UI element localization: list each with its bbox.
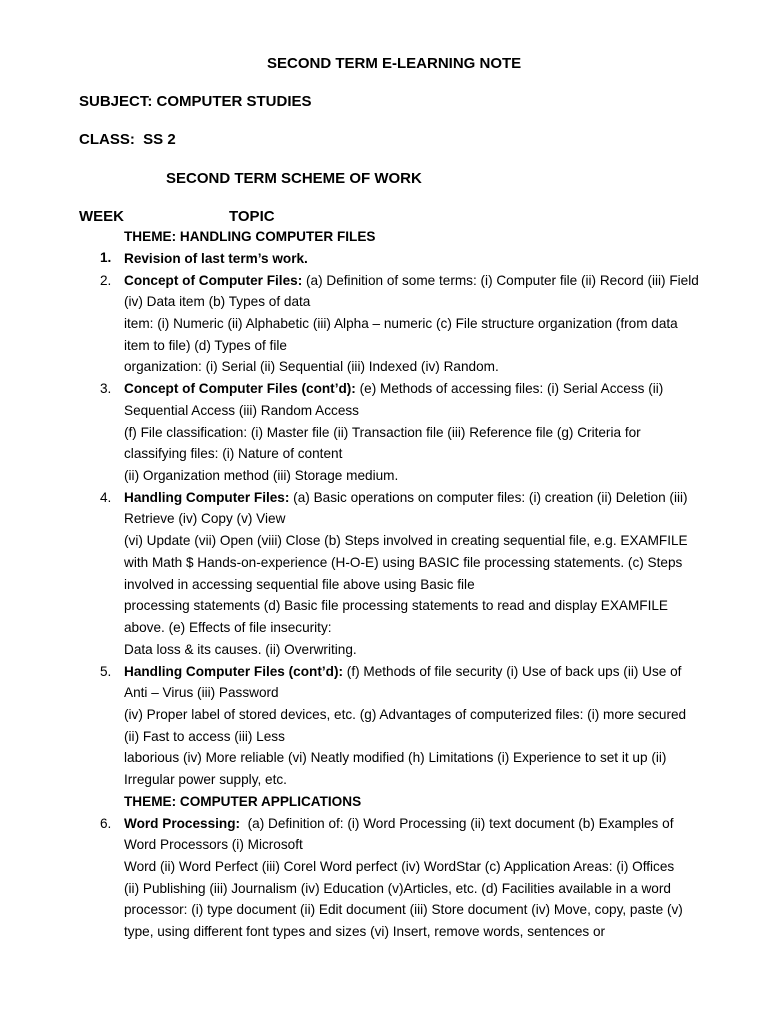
week-topic-lead: Handling Computer Files: (124, 490, 290, 505)
week-topic-lead: Handling Computer Files (cont’d): (124, 664, 344, 679)
week-topic-lead: Word Processing: (124, 816, 241, 831)
week-topic-line: (ii) Organization method (iii) Storage medium. (124, 468, 399, 483)
week-topic-text: (a) Definition of: (i) Word Processing (ii) text document (b) Examples of (240, 816, 674, 831)
theme-heading-files: THEME: HANDLING COMPUTER FILES (124, 229, 376, 244)
week-topic-text: (a) Basic operations on computer files: (i) creation (ii) Deletion (iii) (289, 490, 688, 505)
document-title: SECOND TERM E-LEARNING NOTE (267, 55, 522, 72)
theme-heading-applications: THEME: COMPUTER APPLICATIONS (124, 794, 362, 809)
week-topic-line: (ii) Fast to access (iii) Less (124, 729, 285, 744)
class-line: CLASS: SS 2 (79, 131, 176, 148)
week-topic-line: above. (e) Effects of file insecurity: (124, 620, 332, 635)
week-number: 1. (100, 250, 112, 265)
week-topic-lead: Revision of last term’s work. (124, 251, 308, 266)
week-topic-line: processing statements (d) Basic file processing statements to read and display EXAMFILE (124, 598, 669, 613)
week-topic-line: (iv) Proper label of stored devices, etc. (g) Advantages of computerized files: (i) more secured (124, 707, 687, 722)
week-topic-line: (ii) Publishing (iii) Journalism (iv) Education (v)Articles, etc. (d) Facilities available in a word (124, 881, 671, 896)
week-topic-line: (iv) Data item (b) Types of data (124, 294, 311, 309)
week-topic-line: Anti – Virus (iii) Password (124, 685, 279, 700)
week-topic-line: Word (ii) Word Perfect (iii) Corel Word perfect (iv) WordStar (c) Application Areas: (i) Offices (124, 859, 675, 874)
week-topic-lead: Concept of Computer Files (cont’d): (124, 381, 356, 396)
week-topic-line: type, using different font types and sizes (vi) Insert, remove words, sentences or (124, 924, 606, 939)
week-topic-text: (e) Methods of accessing files: (i) Serial Access (ii) (355, 381, 664, 396)
week-topic-line: Sequential Access (iii) Random Access (124, 403, 359, 418)
week-topic-line: (vi) Update (vii) Open (viii) Close (b) Steps involved in creating sequential file, e.g. EXAMFILE (124, 533, 688, 548)
subject-line: SUBJECT: COMPUTER STUDIES (79, 93, 312, 110)
week-topic-line: Retrieve (iv) Copy (v) View (124, 511, 286, 526)
week-topic-line: (f) File classification: (i) Master file (ii) Transaction file (iii) Reference file (g) Criteria for (124, 425, 641, 440)
week-topic-line: Word Processors (i) Microsoft (124, 837, 303, 852)
week-topic-text: (f) Methods of file security (i) Use of back ups (ii) Use of (343, 664, 682, 679)
week-topic-line: Data loss & its causes. (ii) Overwriting. (124, 642, 357, 657)
week-topic-line: involved in accessing sequential file above using Basic file (124, 577, 475, 592)
week-number: 6. (100, 816, 112, 831)
week-topic-line: laborious (iv) More reliable (vi) Neatly modified (h) Limitations (i) Experience to set it up (ii) (124, 750, 667, 765)
week-topic-line: Irregular power supply, etc. (124, 772, 287, 787)
week-topic-line: item: (i) Numeric (ii) Alphabetic (iii) Alpha – numeric (c) File structure organization (from data (124, 316, 678, 331)
week-topic-line (124, 490, 704, 506)
week-topic-line (124, 381, 704, 397)
week-number: 5. (100, 664, 112, 679)
week-topic-line: with Math $ Hands-on-experience (H-O-E) using BASIC file processing statements. (c) Steps (124, 555, 683, 570)
week-topic-line: processor: (i) type document (ii) Edit document (iii) Store document (iv) Move, copy, paste (v) (124, 902, 683, 917)
scheme-heading: SECOND TERM SCHEME OF WORK (166, 170, 422, 187)
week-number: 4. (100, 490, 112, 505)
week-column-header: WEEK (79, 208, 124, 225)
topic-column-header: TOPIC (229, 208, 275, 225)
week-topic-line (124, 664, 704, 680)
week-number: 2. (100, 273, 112, 288)
week-topic-line: organization: (i) Serial (ii) Sequential (iii) Indexed (iv) Random. (124, 359, 499, 374)
week-number: 3. (100, 381, 112, 396)
week-topic-lead: Concept of Computer Files: (124, 273, 303, 288)
week-topic-line (124, 273, 704, 289)
week-topic-line: classifying files: (i) Nature of content (124, 446, 343, 461)
week-topic-text: (a) Definition of some terms: (i) Computer file (ii) Record (iii) Field (302, 273, 699, 288)
week-topic-line: item to file) (d) Types of file (124, 338, 287, 353)
week-topic-line (124, 816, 704, 832)
